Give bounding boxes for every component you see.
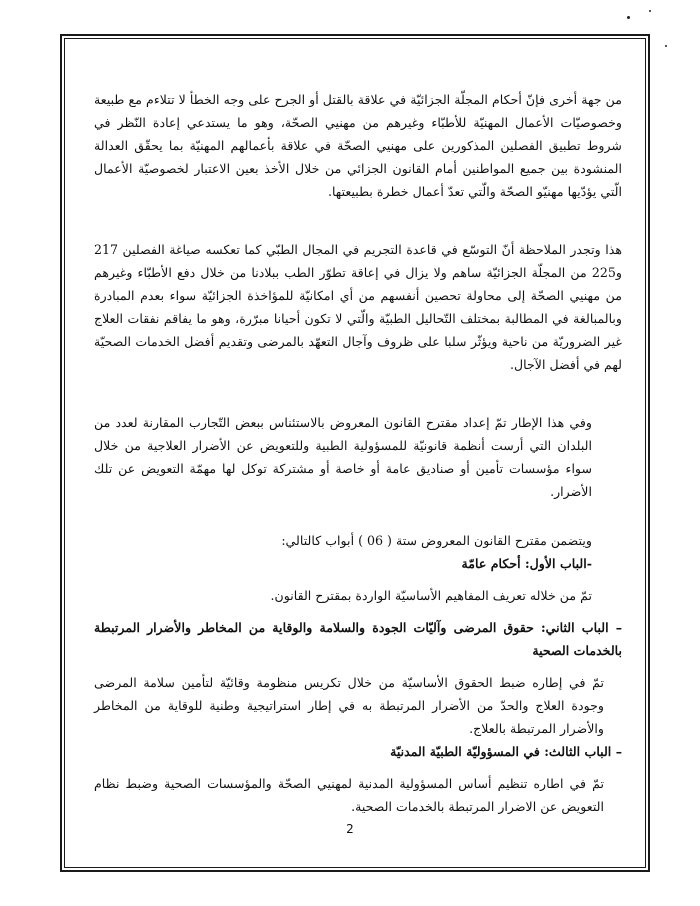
chapter-1-text: تمّ من خلاله تعريف المفاهيم الأساسيّة الواردة بمقترح القانون. bbox=[270, 588, 592, 603]
page-number: 2 bbox=[346, 822, 354, 836]
chapters-intro: ويتضمن مقترح القانون المعروض ستة ( 06 ) أبواب كالتالي: bbox=[281, 533, 592, 548]
paragraph-1: من جهة أخرى فإنّ أحكام المجلّة الجزائيّة في علاقة بالقتل أو الجرح على وجه الخطأ لا تتلاءم مع طبيعة وخصوصيّات الأعمال المهنيّة للأطبّاء وغيرهم من مهنيي الصحّة، وهو ما يستدعي إعادة النّظر في شروط تطبيق الفصلين المذكورين على مهنيي الصحّة في علاقة بأعمالهم المهنيّة بما يحقّق العدالة المنشودة بين جميع المواطنين أمام القانون الجزائي من خلال الأخذ بعين الاعتبار لخصوصيّة الأعمال الّتي يؤدّيها مهنيّو الصحّة والّتي تعدّ أعمال خطرة بطبيعتها. bbox=[94, 92, 622, 199]
chapter-1-title: -الباب الأول: أحكام عامّة bbox=[461, 556, 592, 571]
chapter-2-title: – الباب الثاني: حقوق المرضى وآليّات الجودة والسلامة والوقاية من المخاطر والأضرار المرتبطة بالخدمات الصحية bbox=[94, 620, 622, 658]
paragraph-3: وفي هذا الإطار تمّ إعداد مقترح القانون المعروض بالاستئناس ببعض التّجارب المقارنة لعدد من البلدان التي أرست أنظمة قانونيّة للمسؤولية الطبية وللتعويض عن الأضرار العلاجية من خلال سواء مؤسسات تأمين أو صناديق عامة أو خاصة أو مشتركة توكل لها مهمّة التعويض عن تلك الأضرار. bbox=[94, 415, 592, 499]
paragraph-2: هذا وتجدر الملاحظة أنّ التوسّع في قاعدة التجريم في المجال الطبّي كما تعكسه صياغة الفصلين 217 و225 من المجلّة الجزائيّة ساهم ولا يزال في إعاقة تطوّر الطب ببلادنا من خلال دفع الأطبّاء وغيرهم من مهنيي الصحّة إلى محاولة تحصين أنفسهم من أي امكانيّة للمؤاخذة الجزائيّة سواء بعدم المبادرة وبالمبالغة في المطالبة بمختلف التّحاليل الطبيّة والّتي لا تكون أحيانا مبرّرة، وهو ما يفاقم نفقات العلاج غير الضروريّة من ناحية ويؤثّر سلبا على ظروف وآجال التعهّد بالمرضى وتقديم أفضل الخدمات الصحيّة لهم في أفضل الآجال. bbox=[94, 242, 622, 372]
chapter-3-text: تمّ في اطاره تنظيم أساس المسؤولية المدنية لمهنيي الصحّة والمؤسسات الصحية وضبط نظام التعويض عن الاضرار المرتبطة بالخدمات الصحية. bbox=[94, 776, 604, 814]
scan-speck bbox=[649, 10, 651, 12]
scan-speck bbox=[665, 45, 667, 47]
chapter-3-title: – الباب الثالث: في المسؤوليّة الطبيّة المدنيّة bbox=[390, 744, 622, 759]
chapter-2-text: تمّ في إطاره ضبط الحقوق الأساسيّة من خلال تكريس منظومة وقائيّة لتأمين سلامة المرضى وجودة العلاج والحدّ من الأضرار المرتبطة به في إطار استراتيجية وطنية للوقاية من المخاطر والأضرار المرتبطة بالعلاج. bbox=[94, 675, 604, 736]
scan-speck bbox=[627, 16, 630, 19]
document-body bbox=[94, 88, 622, 818]
